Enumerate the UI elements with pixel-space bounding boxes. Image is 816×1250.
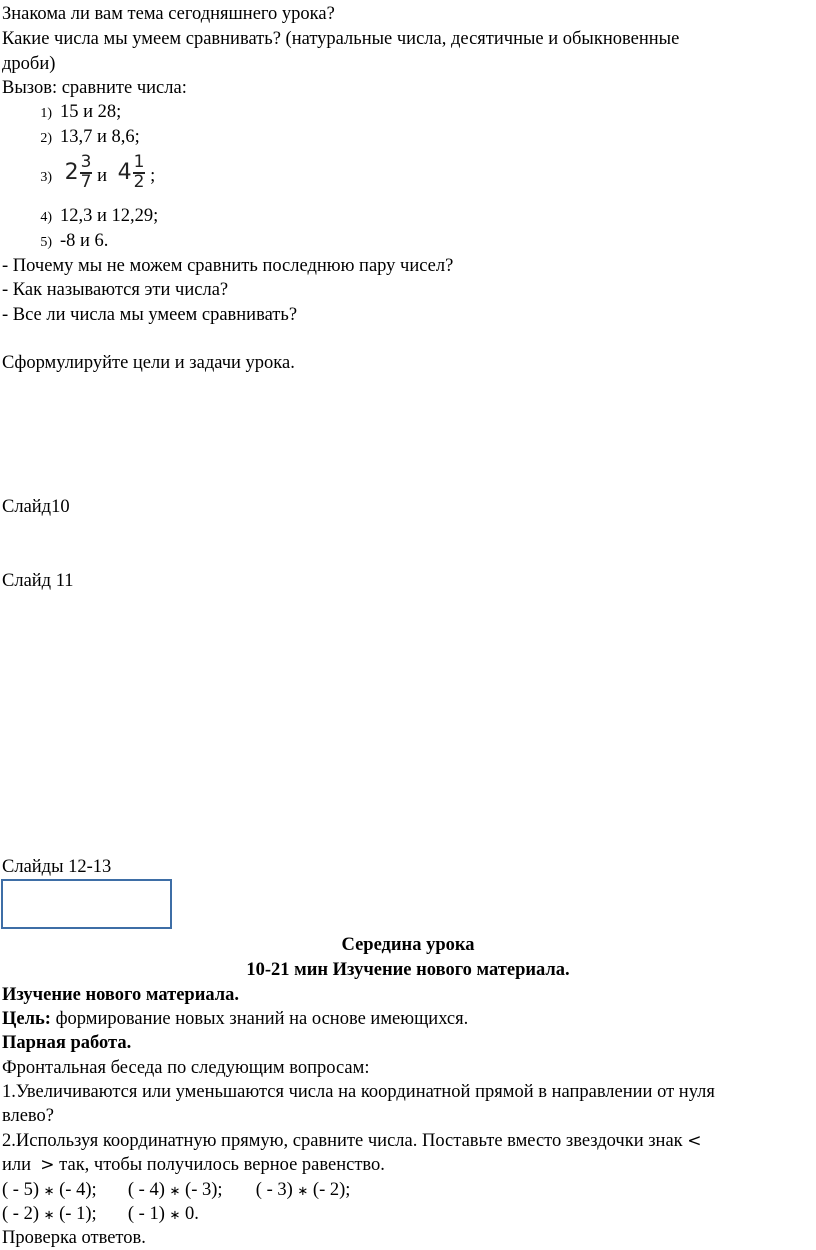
intro-question-2-cont: дроби) bbox=[2, 54, 56, 74]
slide-label-10: Слайд10 bbox=[2, 497, 70, 517]
goal-line: Цель: формирование новых знаний на основе имеющихся. bbox=[2, 1009, 469, 1029]
frontal-line: Фронтальная беседа по следующим вопросам: bbox=[2, 1058, 370, 1078]
intro-question-2: Какие числа мы умеем сравнивать? (натуральные числа, десятичные и обыкновенные bbox=[2, 29, 680, 49]
exercise-row-2: ( - 2) ∗ (- 1); ( - 1) ∗ 0. bbox=[2, 1204, 199, 1224]
challenge-line: Вызов: сравните числа: bbox=[2, 78, 187, 98]
question-line: - Почему мы не можем сравнить последнюю пару чисел? bbox=[2, 256, 454, 276]
list-item: 5) -8 и 6. bbox=[40, 231, 109, 251]
paragraph-2-cont: или > так, чтобы получилось верное равенство. bbox=[2, 1155, 385, 1175]
list-item: 2) 13,7 и 8,6; bbox=[40, 127, 140, 147]
list-item-fractions: 3) 2 3 7 и 4 1 2 ; bbox=[40, 151, 156, 192]
topic-heading: Изучение нового материала. bbox=[2, 985, 240, 1005]
question-line: - Все ли числа мы умеем сравнивать? bbox=[2, 305, 298, 325]
paragraph-1: 1.Увеличиваются или уменьшаются числа на координатной прямой в направлении от нуля bbox=[2, 1082, 715, 1102]
mixed-fraction-1: 2 3 7 bbox=[64, 151, 92, 192]
list-item: 4) 12,3 и 12,29; bbox=[40, 206, 159, 226]
mixed-fraction-2: 4 1 2 bbox=[117, 151, 145, 192]
section-heading: Середина урока bbox=[341, 935, 475, 955]
pair-work-heading: Парная работа. bbox=[2, 1033, 132, 1053]
intro-question-1: Знакома ли вам тема сегодняшнего урока? bbox=[2, 4, 335, 24]
check-line: Проверка ответов. bbox=[2, 1228, 146, 1248]
placeholder-box bbox=[1, 879, 172, 929]
goals-line: Сформулируйте цели и задачи урока. bbox=[2, 353, 295, 373]
slide-label-12-13: Слайды 12-13 bbox=[2, 857, 112, 877]
list-item: 1) 15 и 28; bbox=[40, 102, 122, 122]
slide-label-11: Слайд 11 bbox=[2, 571, 74, 591]
paragraph-2: 2.Используя координатную прямую, сравните числа. Поставьте вместо звездочки знак < bbox=[2, 1131, 702, 1151]
paragraph-1-cont: влево? bbox=[2, 1106, 55, 1126]
section-subheading: 10-21 мин Изучение нового материала. bbox=[246, 960, 570, 980]
question-line: - Как называются эти числа? bbox=[2, 280, 229, 300]
exercise-row-1: ( - 5) ∗ (- 4); ( - 4) ∗ (- 3); ( - 3) ∗ (- 2); bbox=[2, 1180, 351, 1200]
